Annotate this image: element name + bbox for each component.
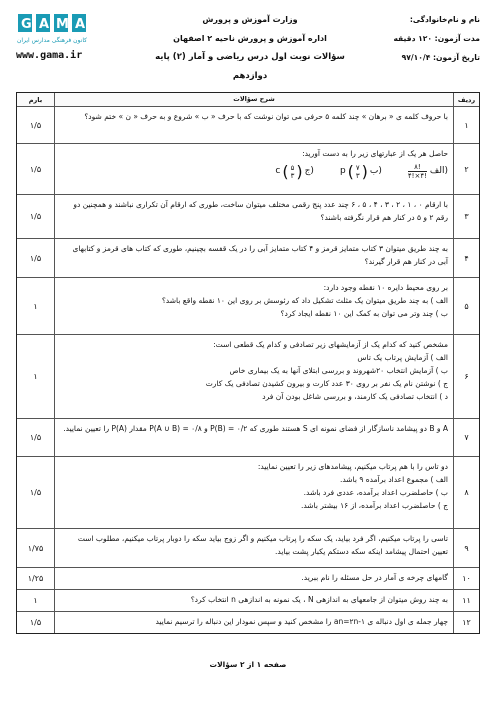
question-row: [17, 106, 479, 143]
question-row: [17, 611, 479, 633]
question-row: [17, 194, 479, 238]
question-row: [17, 334, 479, 418]
table-header-row: [17, 93, 479, 106]
header-logo-block: [16, 10, 126, 74]
question-score: ۱/۵: [17, 612, 55, 633]
question-row: [17, 238, 479, 277]
svg-text:A: A: [39, 17, 50, 32]
sub-item: ج ) نوشتن نام یک نفر بر روی ۳۰ عدد کارت و بیرون کشیدن تصادفی یک کارت: [205, 379, 448, 388]
svg-text:G: G: [21, 17, 32, 32]
expr-a: $\frac{۸!}{۴!\times ۴!}$ الف): [407, 163, 448, 180]
question-number: ۶: [453, 335, 479, 418]
question-score: ۱: [17, 335, 55, 418]
question-number: ۹: [453, 529, 479, 567]
question-text: حاصل هر یک از عبارتهای زیر را به دست آورید: c ( ۵ ۳ ) ج) p ( ۷ ۳ ) ب) $\frac{۸!}{۴!\times ۴!}$ الف): [55, 144, 453, 194]
question-row: [17, 456, 479, 528]
exam-date: تاریخ آزمون: ۹۷/۱۰/۴: [401, 53, 480, 62]
header-title-block: [150, 10, 350, 86]
header-num: ردیف: [453, 93, 479, 106]
expr-c: c ( ۵ ۳ ) ج): [275, 161, 314, 181]
question-number: ۱: [453, 107, 479, 143]
logo-tagline: کانون فرهنگی مدارس ایران: [16, 37, 88, 44]
sub-item: الف ) به چند طریق میتوان یک مثلث تشکیل داد که رئوسش بر روی این ۱۰ نقطه واقع باشد؟: [161, 296, 448, 305]
question-row: [17, 589, 479, 611]
question-text: به چند طریق میتوان ۳ کتاب متمایز قرمز و ۴ کتاب متمایز آبی را در یک قفسه بچینیم، طوری که کتاب های قرمز و کتابهای آبی در کنار هم قرار گیرند؟: [72, 244, 448, 266]
ministry-name: وزارت آموزش و پرورش: [202, 15, 298, 24]
question-row: [17, 143, 479, 194]
question-number: ۳: [453, 195, 479, 238]
q2-expressions: [60, 163, 448, 180]
question-number: ۵: [453, 278, 479, 334]
question-text: گامهای چرخه ی آمار در حل مسئله را نام ببرید.: [301, 573, 448, 582]
question-number: ۲: [453, 144, 479, 194]
question-number: ۷: [453, 419, 479, 456]
question-row: [17, 277, 479, 334]
exam-header: [16, 10, 480, 90]
question-score: ۱/۷۵: [17, 529, 55, 567]
header-score: بارم: [17, 93, 55, 106]
office-name: اداره آموزش و پرورش ناحیه ۲ اصفهان: [173, 34, 327, 43]
question-number: ۴: [453, 239, 479, 277]
question-text: A و B دو پیشامد ناسازگار از فضای نمونه ای S هستند طوری که P(B) = ۰/۲ و P(A ∪ B) = ۰/۸ مقدار P(A) را تعیین نمایید.: [63, 424, 448, 433]
svg-text:A: A: [75, 17, 86, 32]
question-number: ۸: [453, 457, 479, 528]
question-row: [17, 418, 479, 456]
question-row: [17, 528, 479, 567]
question-score: ۱/۵: [17, 195, 55, 238]
website-label[interactable]: www.gama.ir: [16, 50, 83, 61]
question-row: [17, 567, 479, 589]
header-questions: شرح سؤالات: [233, 95, 275, 103]
sub-item: ب ) حاصلضرب اعداد برآمده، عددی فرد باشد.: [303, 488, 448, 497]
page-footer: صفحه ۱ از ۲ سؤالات: [209, 660, 287, 669]
question-score: ۱/۵: [17, 144, 55, 194]
sub-item: ب ) آزمایش انتخاب ۲۰شهروند و بررسی ابتلای آنها به یک بیماری خاص: [229, 366, 448, 375]
svg-text:M: M: [56, 17, 69, 32]
questions-table: [16, 92, 480, 634]
gama-logo: [16, 10, 106, 48]
question-text: بر روی محیط دایره ۱۰ نقطه وجود دارد: الف ) به چند طریق میتوان یک مثلث تشکیل داد که رئوسش بر روی این ۱۰ نقطه واقع باشد؟ ب ) چند وتر می توان به کمک این ۱۰ نقطه ایجاد کرد؟: [55, 278, 453, 334]
question-score: ۱: [17, 278, 55, 334]
sub-item: د ) انتخاب تصادفی یک کارمند، و بررسی شاغل بودن آن فرد: [262, 392, 448, 401]
question-text: تاسی را پرتاب میکنیم، اگر فرد بیاید، یک سکه را پرتاب میکنیم و اگر زوج بیاید سکه را دوبار پرتاب میکنیم، مطلوب است تعیین احتمال پیشامد اینکه سکه دستکم یکبار پشت بیاید.: [77, 534, 448, 556]
question-score: ۱: [17, 590, 55, 611]
sub-item: ج ) حاصلضرب اعداد برآمده، از ۱۶ بیشتر باشد.: [300, 501, 448, 510]
question-text: به چند روش میتوان از جامعهای به اندازهی N ، یک نمونه به اندازهی n انتخاب کرد؟: [190, 595, 448, 604]
sub-item: الف ) مجموع اعداد برآمده ۹ باشد.: [339, 475, 448, 484]
question-text: با ارقام ۰ ، ۱ ، ۲ ، ۳ ، ۴ ، ۵ ، ۶ چند عدد پنج رقمی مختلف میتوان ساخت، طوری که ارقام آن تکراری نباشند و همچنین دو رقم ۲ و ۵ در کنار هم قرار نگرفته باشند؟: [73, 200, 448, 222]
student-name-label: نام و نام‌خانوادگی:: [409, 15, 480, 24]
question-score: ۱/۵: [17, 419, 55, 456]
question-score: ۱/۵: [17, 107, 55, 143]
question-text: مشخص کنید که کدام یک از آزمایشهای زیر تصادفی و کدام یک قطعی است: الف ) آزمایش پرتاب یک تاس ب ) آزمایش انتخاب ۲۰شهروند و بررسی ابتلای آنها به یک بیماری خاص ج ) نوشتن نام یک نفر بر روی ۳۰ عدد کارت و بیرون کشیدن تصادفی یک کارت د ) انتخاب تصادفی یک کارمند، و بررسی شاغل بودن آن فرد: [55, 335, 453, 418]
sub-item: الف ) آزمایش پرتاب یک تاس: [357, 353, 448, 362]
question-number: ۱۰: [453, 568, 479, 589]
question-score: ۱/۲۵: [17, 568, 55, 589]
question-text: چهار جمله ی اول دنباله ی an=۲n-۱ را مشخص کنید و سپس نمودار این دنباله را ترسیم نمایید: [155, 617, 448, 626]
question-text: با حروف کلمه ی « برهان » چند کلمه ۵ حرفی می توان نوشت که با حرف « ب » شروع و به حرف « ن » ختم شود؟: [84, 112, 448, 121]
exam-title: سؤالات نوبت اول درس ریاضی و آمار (۲) پایه دوازدهم: [155, 52, 345, 81]
question-number: ۱۲: [453, 612, 479, 633]
exam-duration: مدت آزمون: ۱۲۰ دقیقه: [393, 34, 480, 43]
header-student-info: [360, 10, 480, 67]
expr-b: p ( ۷ ۳ ) ب): [339, 161, 382, 181]
question-score: ۱/۵: [17, 239, 55, 277]
question-score: ۱/۵: [17, 457, 55, 528]
question-number: ۱۱: [453, 590, 479, 611]
question-text: دو تاس را با هم پرتاب میکنیم، پیشامدهای زیر را تعیین نمایید: الف ) مجموع اعداد برآمده ۹ باشد. ب ) حاصلضرب اعداد برآمده، عددی فرد باشد. ج ) حاصلضرب اعداد برآمده، از ۱۶ بیشتر باشد.: [55, 457, 453, 528]
sub-item: ب ) چند وتر می توان به کمک این ۱۰ نقطه ایجاد کرد؟: [280, 309, 448, 318]
